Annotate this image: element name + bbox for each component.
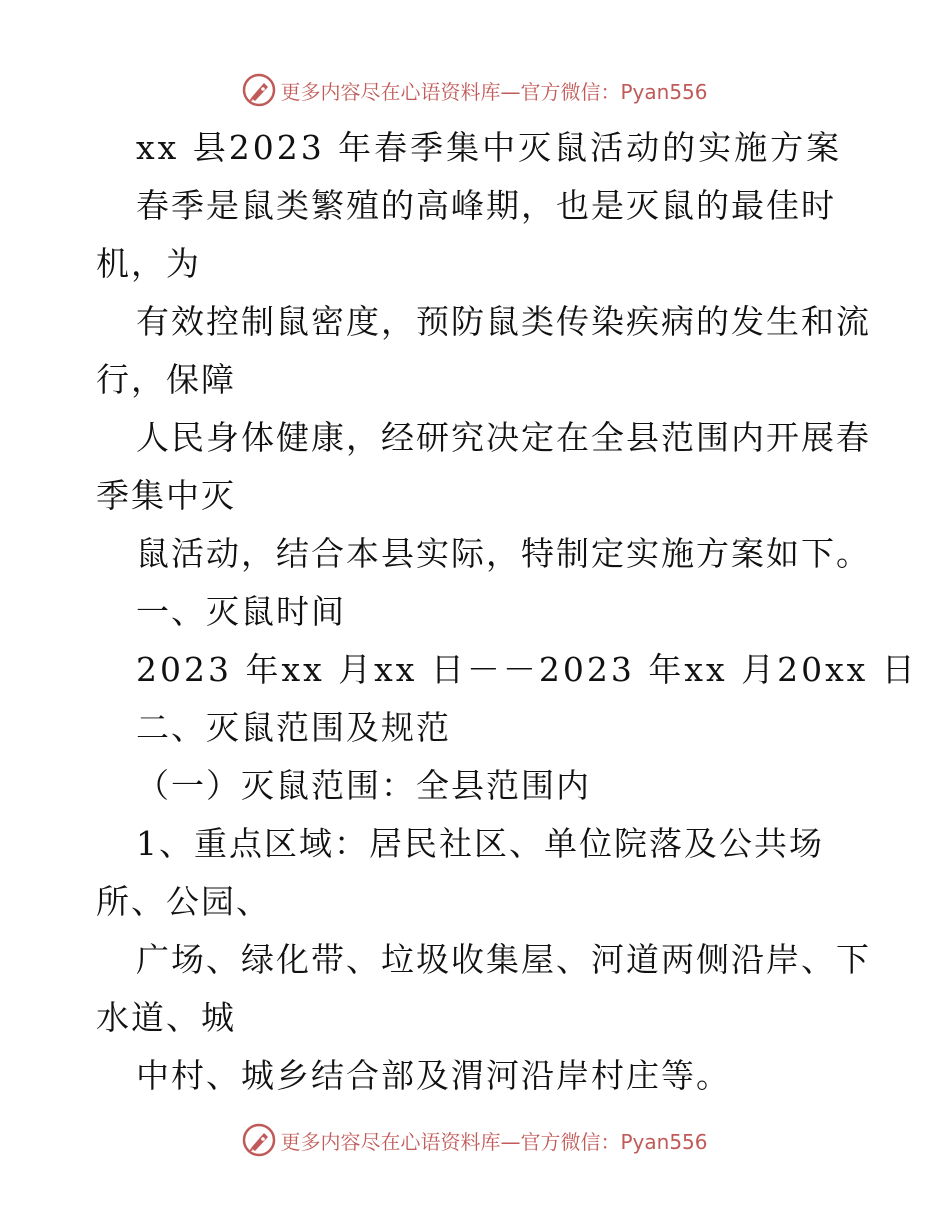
footer-banner — [0, 1120, 950, 1160]
banner-text: 更多内容尽在心语资料库—官方微信：Pyan556 — [280, 1129, 708, 1154]
section-heading: 二、灭鼠范围及规范 — [136, 708, 451, 747]
paragraph-line: 中村、城乡结合部及渭河沿岸村庄等。 — [136, 1056, 731, 1095]
paragraph-line: 有效控制鼠密度，预防鼠类传染疾病的发生和流 — [136, 302, 871, 341]
paragraph-line: 春季是鼠类繁殖的高峰期，也是灭鼠的最佳时 — [136, 186, 836, 225]
paragraph-line: 水道、城 — [96, 998, 236, 1037]
subsection-heading: （一）灭鼠范围：全县范围内 — [136, 766, 591, 805]
document-title: xx 县2023 年春季集中灭鼠活动的实施方案 — [136, 128, 843, 167]
paragraph-line: 所、公园、 — [96, 882, 271, 921]
date-range-line: 2023 年xx 月xx 日－－2023 年xx 月20xx 日 — [136, 650, 918, 689]
paragraph-line: 季集中灭 — [96, 476, 236, 515]
wechat-id: Pyan556 — [620, 1129, 708, 1154]
section-heading: 一、灭鼠时间 — [136, 592, 346, 631]
paragraph-line: 鼠活动，结合本县实际，特制定实施方案如下。 — [136, 534, 871, 573]
paragraph-line: 广场、绿化带、垃圾收集屋、河道两侧沿岸、下 — [136, 940, 871, 979]
paragraph-line: 1、重点区域：居民社区、单位院落及公共场 — [136, 824, 824, 863]
paragraph-line: 行，保障 — [96, 360, 236, 399]
paragraph-line: 人民身体健康，经研究决定在全县范围内开展春 — [136, 418, 871, 457]
banner-text: 更多内容尽在心语资料库—官方微信：Pyan556 — [280, 79, 708, 104]
paragraph-line: 机，为 — [96, 244, 201, 283]
pen-nib-logo-icon — [242, 1123, 276, 1157]
wechat-id: Pyan556 — [620, 79, 708, 104]
